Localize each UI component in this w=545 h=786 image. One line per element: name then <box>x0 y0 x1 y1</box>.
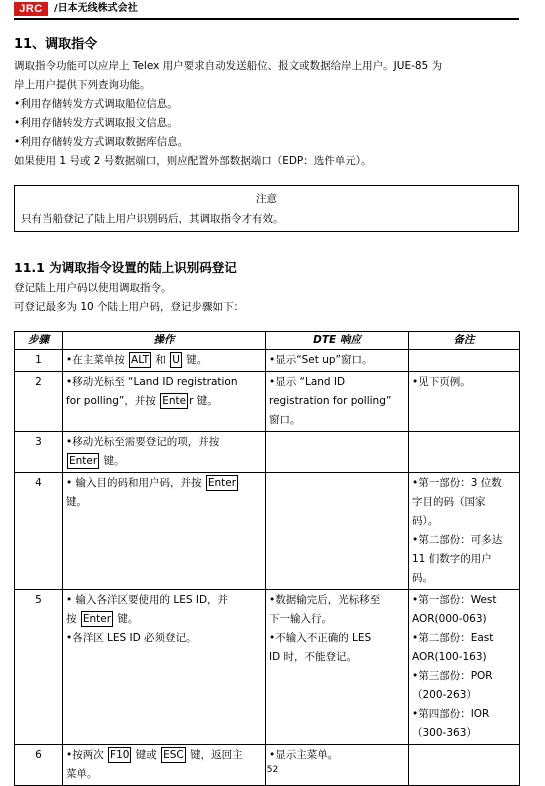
keycap: Ente <box>162 395 187 407</box>
dte-response-cell <box>266 473 409 590</box>
dte-response-line: ID 时，不能登记。 <box>269 651 358 663</box>
keycap: Enter <box>207 477 237 489</box>
keycap: ALT <box>131 354 150 366</box>
subsection-title: 11.1 为调取指令设置的陆上识别码登记 <box>14 260 237 275</box>
note-box <box>14 185 519 232</box>
table-row <box>15 350 520 372</box>
operation-cell <box>63 432 266 473</box>
operation-text: •各洋区 LES ID 必须登记。 <box>66 632 197 644</box>
col-header-operation: 操作 <box>63 332 266 350</box>
operation-text: 键，返回主 <box>186 749 243 761</box>
dte-response-line: 窗口。 <box>269 414 301 426</box>
remarks-cell <box>409 473 520 590</box>
remarks-line: 字目的码（国家 <box>412 496 486 508</box>
keycap: U <box>172 354 180 366</box>
jrc-logo: JRC <box>14 2 48 16</box>
remarks-line: AOR(100-163) <box>412 651 487 663</box>
operation-text: 键或 <box>132 749 161 761</box>
table-row <box>15 432 520 473</box>
operation-text: 按 <box>66 613 80 625</box>
procedure-table <box>14 331 520 786</box>
col-header-step: 步骤 <box>15 332 63 350</box>
operation-text: 键。 <box>114 613 139 625</box>
col-header-dte-response: DTE 响应 <box>266 332 409 350</box>
table-row <box>15 590 520 745</box>
remarks-line: （300-363） <box>412 727 477 739</box>
remarks-cell <box>409 432 520 473</box>
col-header-remarks: 备注 <box>409 332 520 350</box>
operation-line <box>66 493 262 512</box>
dte-response-line: 下一输入行。 <box>269 613 332 625</box>
operation-line <box>66 373 262 392</box>
operation-text: • 输入各洋区要使用的 LES ID，并 <box>66 594 229 606</box>
dte-response-cell <box>266 432 409 473</box>
remarks-line: •第三部份：POR <box>412 670 493 682</box>
operation-text: 和 <box>152 354 170 366</box>
header-rule <box>14 18 519 20</box>
operation-line <box>66 610 262 629</box>
page-header <box>14 2 519 18</box>
dte-response-line: registration for polling” <box>269 395 392 407</box>
operation-text: •移动光标至需要登记的项，并按 <box>66 436 220 448</box>
operation-text: r 键。 <box>189 395 218 407</box>
step-number: 6 <box>15 745 63 786</box>
operation-text: 键。 <box>100 455 125 467</box>
note-text: 只有当船登记了陆上用户识别码后，其调取指令才有效。 <box>21 213 284 225</box>
remarks-line: •第二部份：East <box>412 632 494 644</box>
step-number: 2 <box>15 372 63 432</box>
step-number: 3 <box>15 432 63 473</box>
note-title: 注意 <box>256 193 277 205</box>
operation-cell <box>63 350 266 372</box>
remarks-line: •第四部份：IOR <box>412 708 490 720</box>
operation-line <box>66 452 262 471</box>
remarks-line: •第二部份：可多达 <box>412 534 503 546</box>
table-row <box>15 372 520 432</box>
subsection-paragraph: 可登记最多为 10 个陆上用户码，登记步骤如下： <box>14 301 245 313</box>
table-header-row <box>15 332 520 350</box>
remarks-line: 11 们数字的用户 <box>412 553 492 565</box>
feature-bullet: •利用存储转发方式调取数据库信息。 <box>14 136 189 148</box>
subsection-paragraph: 登记陆上用户码以使用调取指令。 <box>14 282 172 294</box>
feature-bullet: •利用存储转发方式调取船位信息。 <box>14 98 178 110</box>
operation-cell <box>63 473 266 590</box>
remarks-line: 码）。 <box>412 515 439 527</box>
operation-text: •在主菜单按 <box>66 354 129 366</box>
remarks-cell <box>409 590 520 745</box>
dte-response-line: •显示主菜单。 <box>269 749 339 761</box>
remarks-line: •第一部份：West <box>412 594 497 606</box>
remarks-line: 码。 <box>412 572 433 584</box>
page-number: 52 <box>266 765 279 775</box>
step-number: 4 <box>15 473 63 590</box>
remarks-cell <box>409 350 520 372</box>
operation-line <box>66 591 262 610</box>
dte-response-line: •显示“Set up”窗口。 <box>269 354 373 366</box>
dte-response-cell <box>266 350 409 372</box>
operation-cell <box>63 372 266 432</box>
dte-response-line: •数据输完后，光标移至 <box>269 594 381 606</box>
operation-cell <box>63 590 266 745</box>
dte-response-cell <box>266 372 409 432</box>
operation-line <box>66 351 262 370</box>
remarks-line: AOR(000-063) <box>412 613 487 625</box>
operation-line <box>66 629 262 648</box>
keycap: F10 <box>110 749 130 761</box>
step-number: 1 <box>15 350 63 372</box>
remarks-line: •见下页例。 <box>412 376 471 388</box>
operation-text: for polling”，并按 <box>66 395 160 407</box>
table-row <box>15 473 520 590</box>
dte-response-line: •显示 “Land ID <box>269 376 346 388</box>
operation-text: 键。 <box>66 496 87 508</box>
operation-text: •移动光标至 “Land ID registration <box>66 376 238 388</box>
operation-text: •按两次 <box>66 749 108 761</box>
operation-text: 键。 <box>182 354 208 366</box>
step-number: 5 <box>15 590 63 745</box>
feature-bullet: •利用存储转发方式调取报文信息。 <box>14 117 178 129</box>
remarks-cell <box>409 372 520 432</box>
operation-line <box>66 392 262 411</box>
keycap: Enter <box>82 613 112 625</box>
dte-response-cell <box>266 590 409 745</box>
table-body <box>15 350 520 786</box>
section-title: 11、调取指令 <box>14 37 98 52</box>
edp-paragraph: 如果使用 1 号或 2 号数据端口，则应配置外部数据端口（EDP：选件单元）。 <box>14 155 372 167</box>
keycap: Enter <box>69 455 98 467</box>
remarks-line: （200-263） <box>412 689 477 701</box>
operation-text: • 输入目的码和用户码，并按 <box>66 477 205 489</box>
operation-line <box>66 746 262 765</box>
operation-line <box>66 433 262 452</box>
intro-paragraph-line: 调取指令功能可以应岸上 Telex 用户要求自动发送船位、报文或数据给岸上用户。JUE-85 为 <box>14 60 443 72</box>
operation-text: 菜单。 <box>66 768 98 780</box>
dte-response-line: •不输入不正确的 LES <box>269 632 372 644</box>
keycap: ESC <box>163 749 184 761</box>
company-name: /日本无线株式会社 <box>54 3 138 14</box>
intro-paragraph-line: 岸上用户提供下列查询功能。 <box>14 79 151 91</box>
remarks-line: •第一部份：3 位数 <box>412 477 502 489</box>
operation-line <box>66 474 262 493</box>
